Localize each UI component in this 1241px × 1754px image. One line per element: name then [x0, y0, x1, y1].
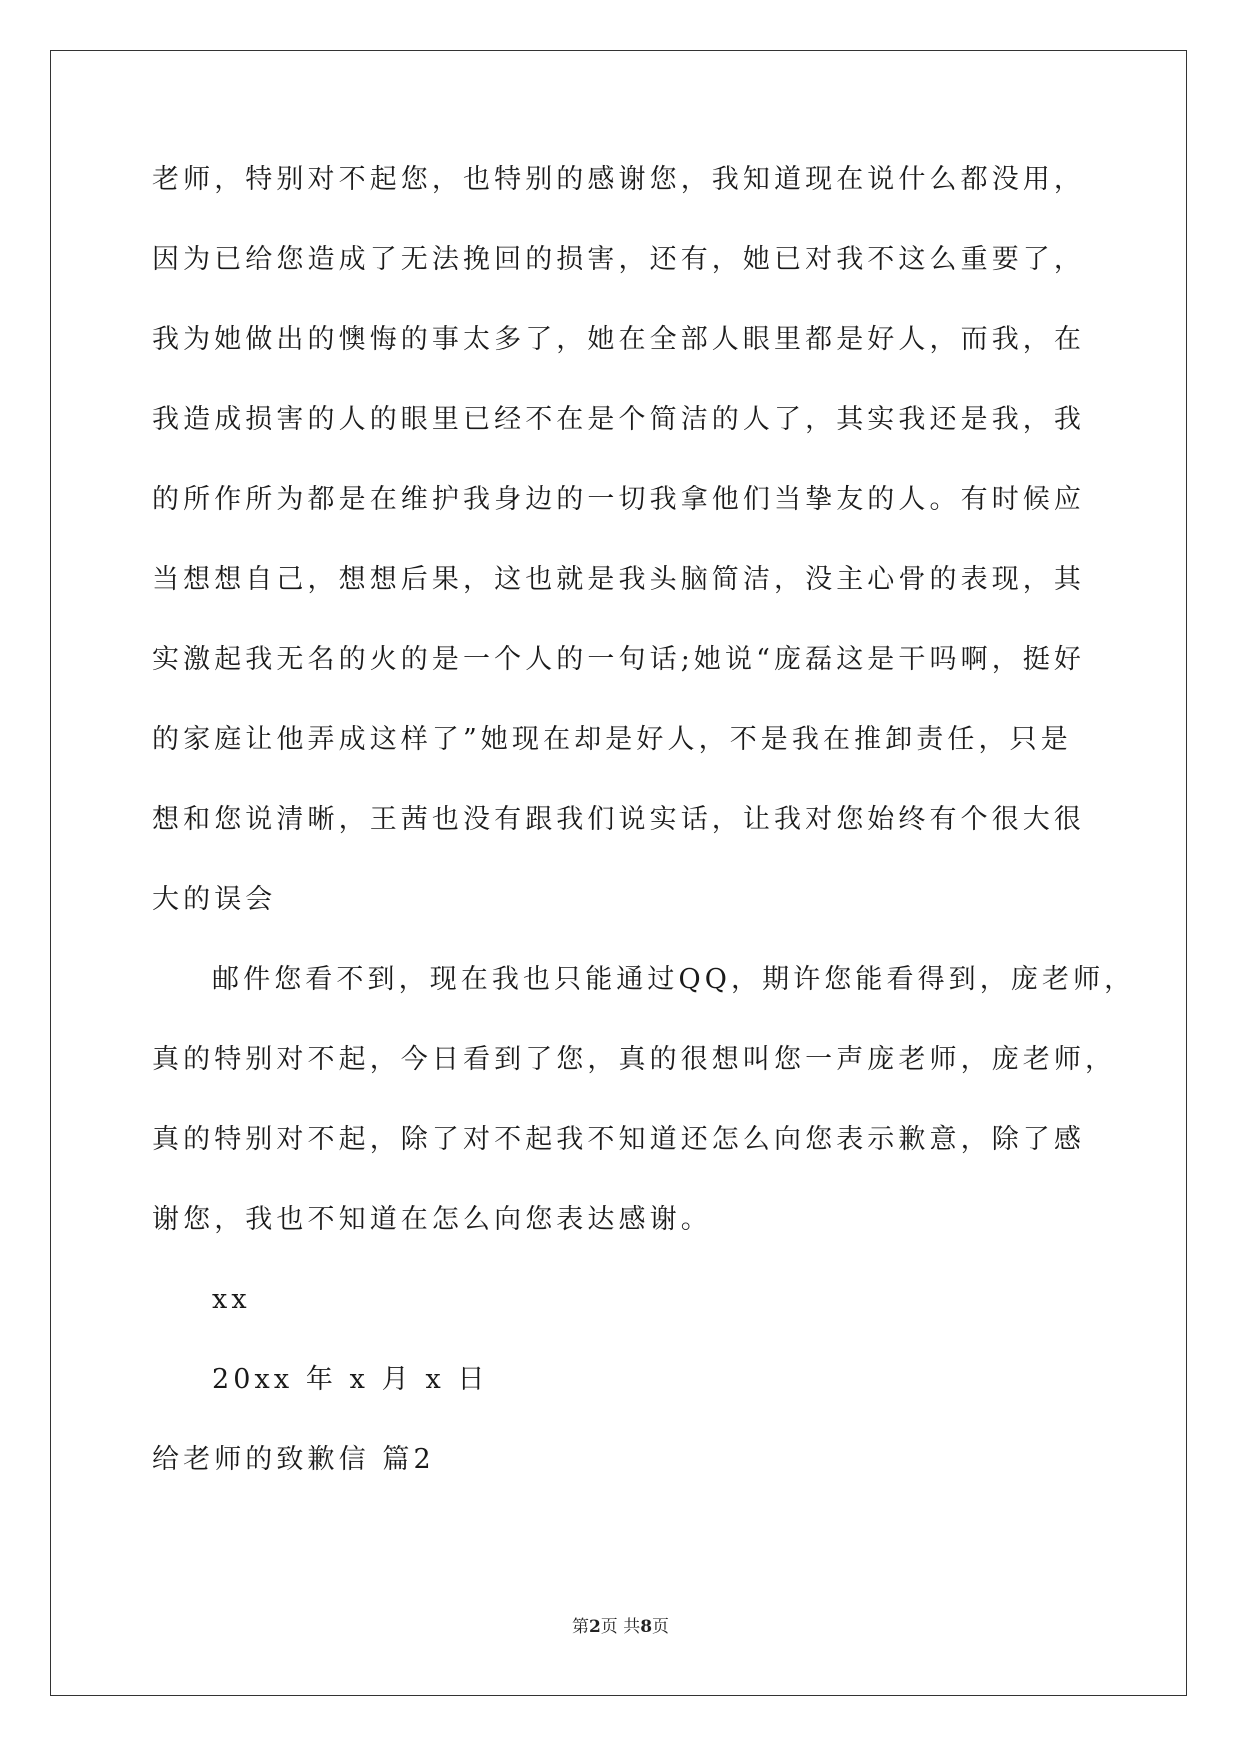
text-line: 大的误会 [152, 884, 277, 915]
text-line: 老师，特别对不起您，也特别的感谢您，我知道现在说什么都没用， [152, 164, 1085, 195]
page-total: 8 [640, 1617, 653, 1637]
text-line: 当想想自己，想想后果，这也就是我头脑简洁，没主心骨的表现，其 [152, 564, 1085, 595]
text-line: 实激起我无名的火的是一个人的一句话;她说“庞磊这是干吗啊，挺好 [152, 644, 1085, 675]
page-footer [0, 1612, 1241, 1637]
text-line: 我为她做出的懊悔的事太多了，她在全部人眼里都是好人，而我，在 [152, 324, 1085, 355]
text-line: 邮件您看不到，现在我也只能通过QQ，期许您能看得到，庞老师， [212, 964, 1136, 995]
signature-date: 20xx 年 x 月 x 日 [212, 1364, 489, 1395]
section-heading: 给老师的致歉信 篇2 [152, 1444, 435, 1475]
page-prefix: 第 [571, 1617, 589, 1637]
text-line: 谢您，我也不知道在怎么向您表达感谢。 [152, 1204, 712, 1235]
signature-name: xx [212, 1284, 251, 1315]
text-line: 的家庭让他弄成这样了”她现在却是好人，不是我在推卸责任，只是 [152, 724, 1072, 755]
page-suffix: 页 [652, 1617, 670, 1637]
page-current: 2 [588, 1617, 601, 1637]
text-line: 真的特别对不起，除了对不起我不知道还怎么向您表示歉意，除了感 [152, 1124, 1085, 1155]
text-line: 想和您说清晰，王茜也没有跟我们说实话，让我对您始终有个很大很 [152, 804, 1085, 835]
page-mid: 页 共 [600, 1617, 641, 1637]
text-line: 我造成损害的人的眼里已经不在是个简洁的人了，其实我还是我，我 [152, 404, 1085, 435]
letter-body [152, 140, 1136, 1500]
text-line: 真的特别对不起，今日看到了您，真的很想叫您一声庞老师，庞老师， [152, 1044, 1117, 1075]
text-line: 因为已给您造成了无法挽回的损害，还有，她已对我不这么重要了， [152, 244, 1085, 275]
text-line: 的所作所为都是在维护我身边的一切我拿他们当挚友的人。有时候应 [152, 484, 1085, 515]
